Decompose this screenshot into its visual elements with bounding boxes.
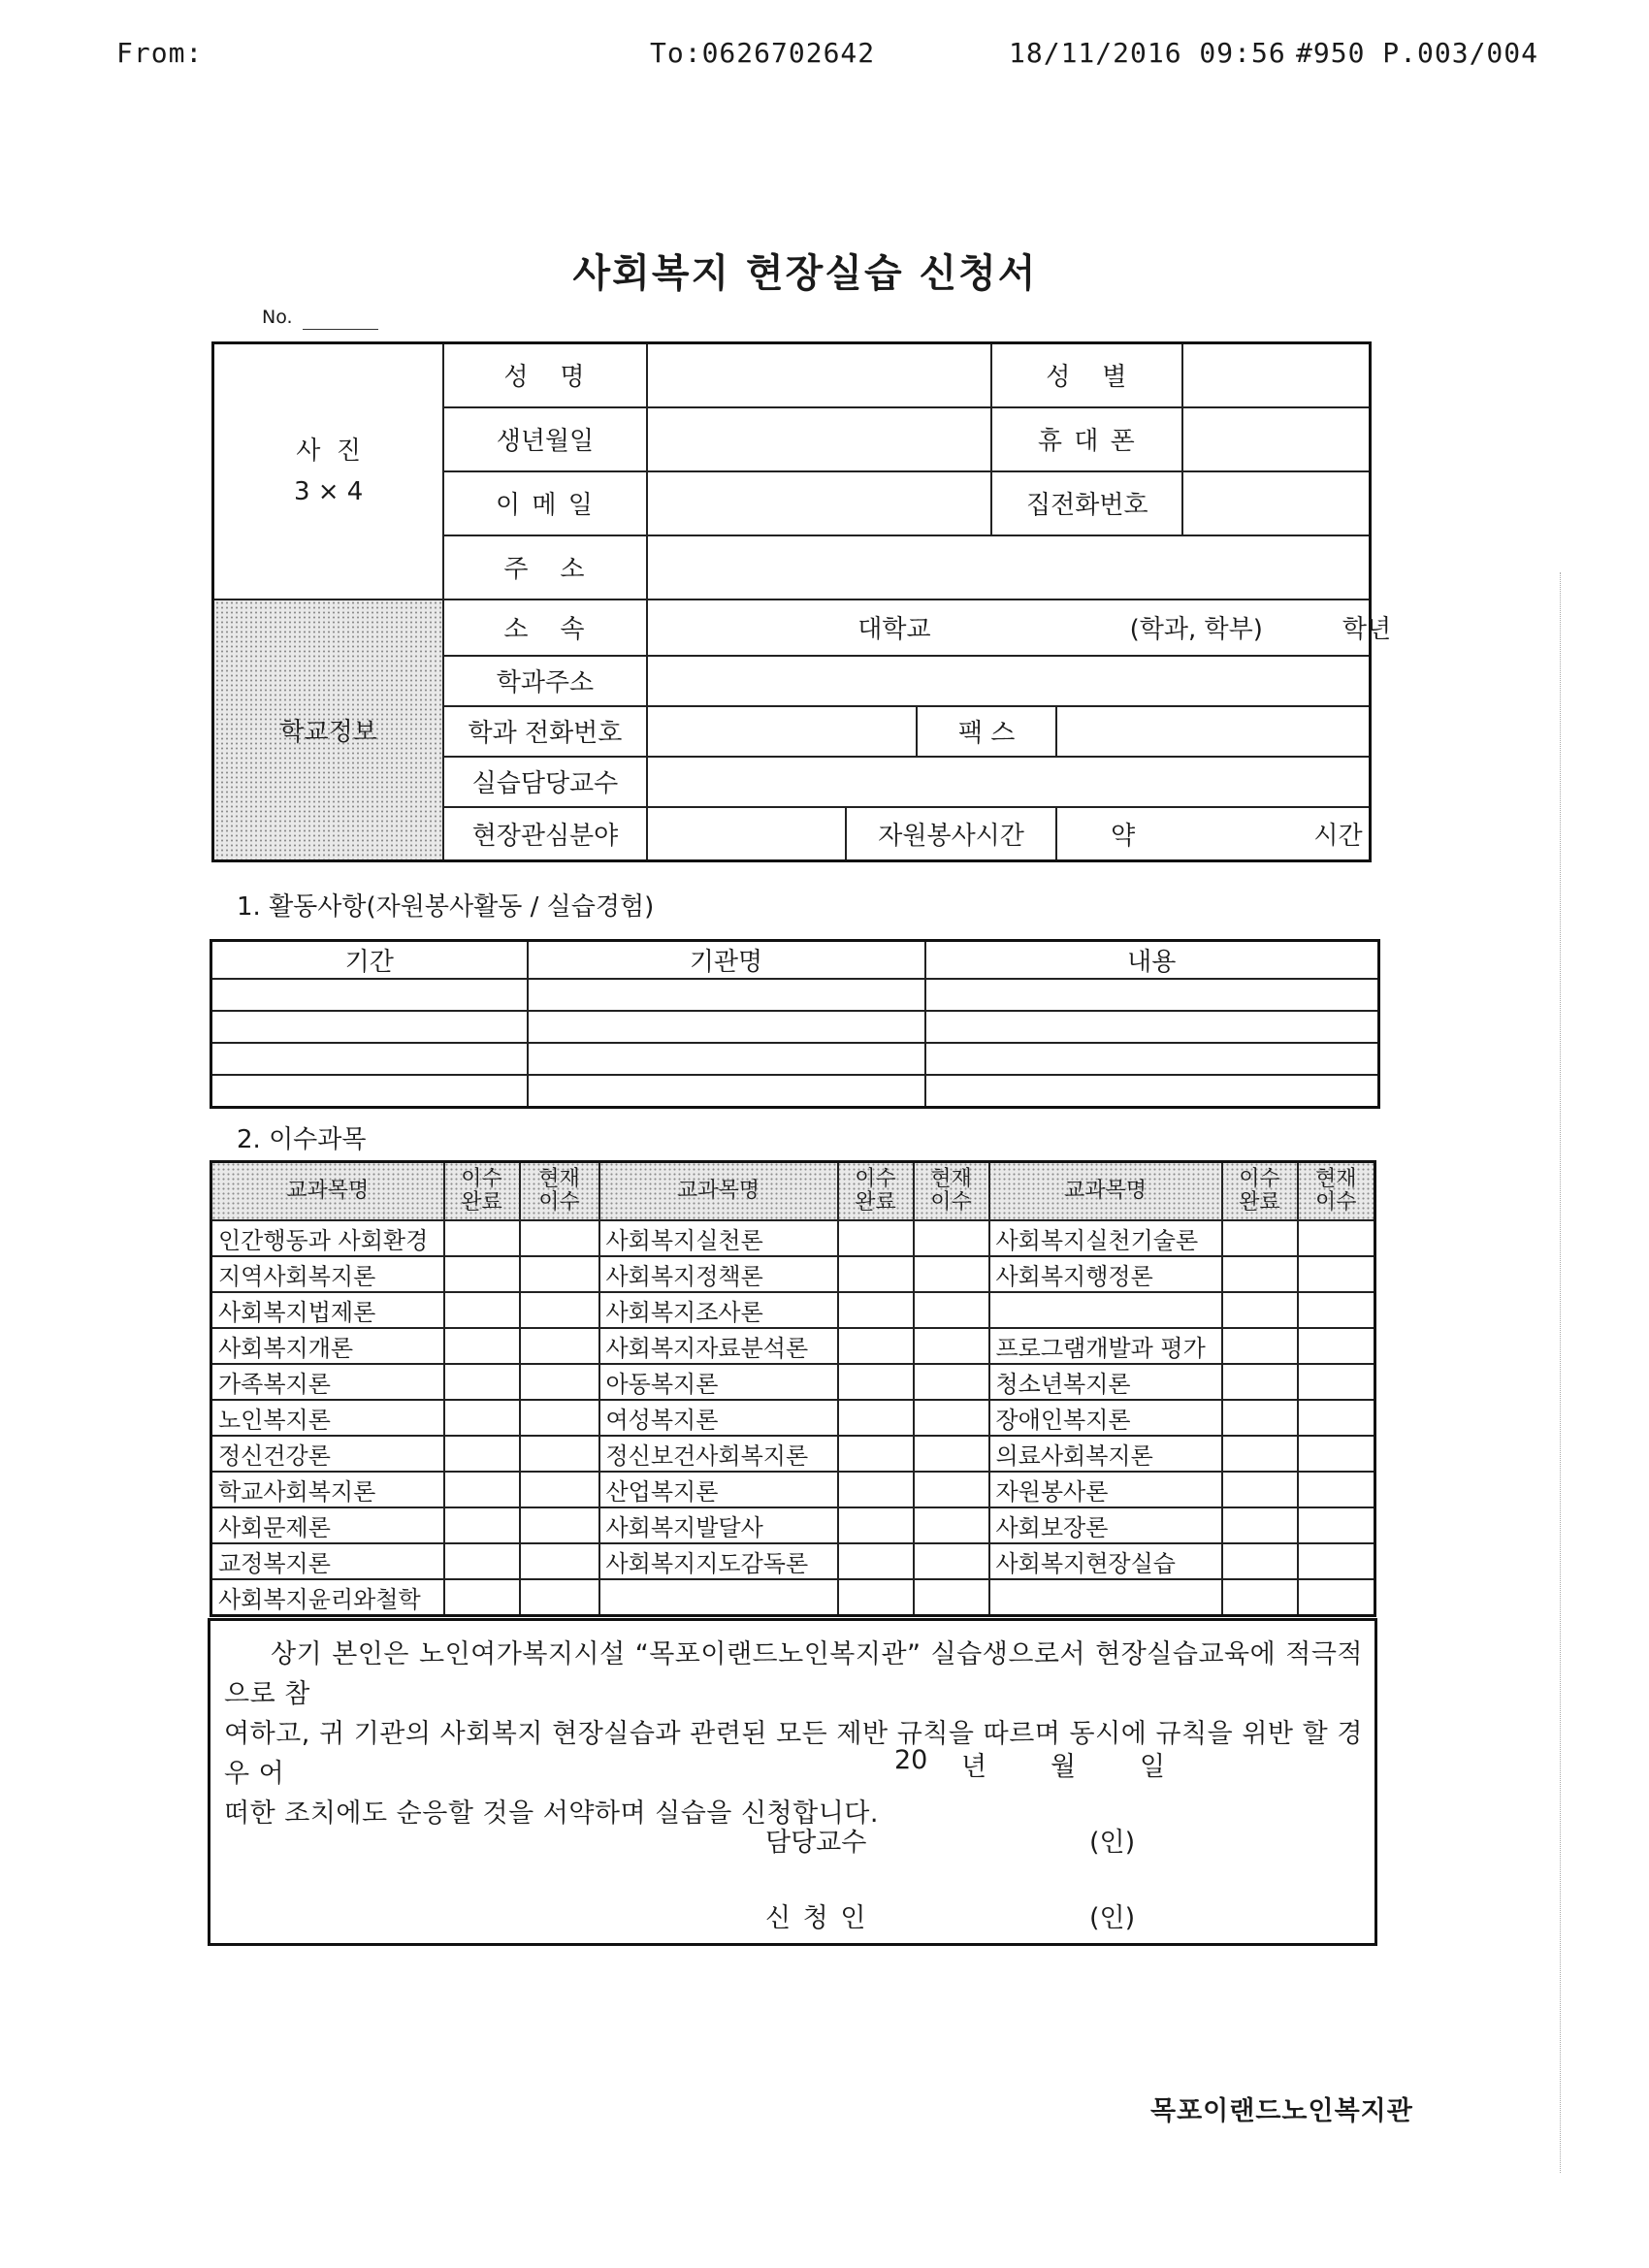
- fax-label: 팩 스: [917, 706, 1056, 757]
- table-row: [211, 1364, 1375, 1400]
- interest-label: 현장관심분야: [443, 807, 646, 861]
- table-row: [211, 1472, 1375, 1507]
- completed-checkbox-cell[interactable]: [1222, 1292, 1298, 1328]
- course-name-cell: 아동복지론: [599, 1364, 838, 1400]
- current-checkbox-cell[interactable]: [914, 1256, 989, 1292]
- current-checkbox-cell[interactable]: [520, 1256, 599, 1292]
- course-header: 교과목명: [989, 1162, 1222, 1220]
- course-name-cell: 사회복지행정론: [989, 1256, 1222, 1292]
- course-name-cell: [989, 1579, 1222, 1616]
- completed-checkbox-cell[interactable]: [444, 1400, 520, 1436]
- section1-title: 1. 활동사항(자원봉사활동 / 실습경험): [237, 892, 655, 922]
- completed-checkbox-cell[interactable]: [444, 1543, 520, 1579]
- completed-checkbox-cell[interactable]: [838, 1328, 914, 1364]
- applicant-label: 신 청 인: [765, 1903, 868, 1933]
- professor-label: 담당교수: [765, 1828, 867, 1858]
- completed-header: 이수 완료: [1222, 1162, 1298, 1220]
- completed-checkbox-cell[interactable]: [838, 1400, 914, 1436]
- completed-checkbox-cell[interactable]: [444, 1507, 520, 1543]
- course-name-cell: 청소년복지론: [989, 1364, 1222, 1400]
- table-row: [211, 1543, 1375, 1579]
- course-name-cell: 사회복지지도감독론: [599, 1543, 838, 1579]
- birth-label: 생년월일: [443, 407, 646, 471]
- supervisor-field[interactable]: [647, 757, 1371, 807]
- photo-label: 사 진: [296, 436, 362, 466]
- activity-org-cell[interactable]: [528, 1075, 925, 1107]
- course-name-cell: 교정복지론: [211, 1543, 444, 1579]
- affiliation-label: 소 속: [443, 599, 646, 656]
- course-name-cell: 사회복지윤리와철학: [211, 1579, 444, 1616]
- completed-checkbox-cell[interactable]: [838, 1220, 914, 1256]
- section2-title: 2. 이수과목: [237, 1125, 367, 1154]
- fax-to: To:0626702642: [650, 37, 876, 69]
- current-checkbox-cell[interactable]: [1298, 1400, 1375, 1436]
- current-checkbox-cell[interactable]: [914, 1507, 989, 1543]
- course-name-cell: 자원봉사론: [989, 1472, 1222, 1507]
- fax-page: #950 P.003/004: [1296, 37, 1539, 69]
- current-checkbox-cell[interactable]: [1298, 1364, 1375, 1400]
- current-checkbox-cell[interactable]: [520, 1364, 599, 1400]
- completed-header: 이수 완료: [444, 1162, 520, 1220]
- course-name-cell: 장애인복지론: [989, 1400, 1222, 1436]
- form-title: 사회복지 현장실습 신청서: [572, 251, 1038, 296]
- address-field[interactable]: [647, 535, 1371, 599]
- fax-datetime: 18/11/2016 09:56: [1009, 37, 1286, 69]
- organization-name: 목포이랜드노인복지관: [1150, 2096, 1413, 2126]
- photo-size: 3 × 4: [293, 476, 364, 506]
- completed-checkbox-cell[interactable]: [1222, 1436, 1298, 1472]
- date-year-label: 년: [961, 1752, 987, 1782]
- completed-checkbox-cell[interactable]: [444, 1256, 520, 1292]
- approx-label: 약: [1111, 821, 1136, 851]
- form-number-label: No.: [262, 307, 293, 328]
- current-checkbox-cell[interactable]: [520, 1292, 599, 1328]
- table-row: [211, 1220, 1375, 1256]
- course-name-cell: 정신건강론: [211, 1436, 444, 1472]
- completed-header: 이수 완료: [838, 1162, 914, 1220]
- current-checkbox-cell[interactable]: [1298, 1220, 1375, 1256]
- completed-checkbox-cell[interactable]: [838, 1543, 914, 1579]
- volunteer-hours-label: 자원봉사시간: [846, 807, 1056, 861]
- course-name-cell: 의료사회복지론: [989, 1436, 1222, 1472]
- current-header: 현재 이수: [1298, 1162, 1375, 1220]
- activity-header-period: 기간: [211, 941, 528, 980]
- school-info-label: 학교정보: [213, 599, 444, 861]
- birth-field[interactable]: [647, 407, 992, 471]
- course-name-cell: 사회복지법제론: [211, 1292, 444, 1328]
- name-label: 성 명: [443, 343, 646, 407]
- current-checkbox-cell[interactable]: [914, 1579, 989, 1616]
- completed-checkbox-cell[interactable]: [444, 1364, 520, 1400]
- completed-checkbox-cell[interactable]: [444, 1579, 520, 1616]
- dept-address-field[interactable]: [647, 656, 1371, 706]
- current-checkbox-cell[interactable]: [914, 1328, 989, 1364]
- activity-org-cell[interactable]: [528, 1043, 925, 1075]
- activity-period-cell[interactable]: [211, 979, 528, 1011]
- current-checkbox-cell[interactable]: [914, 1543, 989, 1579]
- pledge-line: 여하고, 귀 기관의 사회복지 현장실습과 관련된 모든 제반 규칙을 따르며 동시에 규칙을 위반 할 경우 어: [224, 1719, 1363, 1789]
- pledge-text: [224, 1635, 1363, 1833]
- activity-table: [210, 939, 1380, 1109]
- completed-checkbox-cell[interactable]: [838, 1507, 914, 1543]
- fax-field[interactable]: [1056, 706, 1370, 757]
- current-checkbox-cell[interactable]: [914, 1292, 989, 1328]
- address-label: 주 소: [443, 535, 646, 599]
- date-day-label: 일: [1140, 1752, 1166, 1782]
- activity-content-cell[interactable]: [925, 1043, 1379, 1075]
- activity-content-cell[interactable]: [925, 1075, 1379, 1107]
- current-checkbox-cell[interactable]: [914, 1472, 989, 1507]
- completed-checkbox-cell[interactable]: [1222, 1579, 1298, 1616]
- course-name-cell: 가족복지론: [211, 1364, 444, 1400]
- completed-checkbox-cell[interactable]: [838, 1256, 914, 1292]
- current-checkbox-cell[interactable]: [520, 1328, 599, 1364]
- table-row: [211, 1292, 1375, 1328]
- current-header: 현재 이수: [914, 1162, 989, 1220]
- applicant-info-table: [211, 341, 1392, 862]
- date-year: 20: [894, 1745, 928, 1775]
- gender-label: 성 별: [991, 343, 1182, 407]
- course-name-cell: 사회복지정책론: [599, 1256, 838, 1292]
- completed-checkbox-cell[interactable]: [444, 1220, 520, 1256]
- current-checkbox-cell[interactable]: [520, 1543, 599, 1579]
- current-checkbox-cell[interactable]: [1298, 1256, 1375, 1292]
- current-checkbox-cell[interactable]: [1298, 1472, 1375, 1507]
- current-checkbox-cell[interactable]: [1298, 1436, 1375, 1472]
- course-name-cell: 학교사회복지론: [211, 1472, 444, 1507]
- gender-field[interactable]: [1182, 343, 1370, 407]
- photo-box: [213, 343, 444, 599]
- completed-checkbox-cell[interactable]: [1222, 1364, 1298, 1400]
- course-name-cell: 정신보건사회복지론: [599, 1436, 838, 1472]
- dept-phone-label: 학과 전화번호: [443, 706, 646, 757]
- table-row: [211, 1256, 1375, 1292]
- table-row: [211, 1400, 1375, 1436]
- affiliation-field[interactable]: [647, 599, 1392, 656]
- course-name-cell: 사회보장론: [989, 1507, 1222, 1543]
- course-name-cell: 지역사회복지론: [211, 1256, 444, 1292]
- course-name-cell: 사회복지개론: [211, 1328, 444, 1364]
- course-name-cell: 여성복지론: [599, 1400, 838, 1436]
- name-field[interactable]: [647, 343, 992, 407]
- dept-address-label: 학과주소: [443, 656, 646, 706]
- completed-checkbox-cell[interactable]: [1222, 1472, 1298, 1507]
- completed-checkbox-cell[interactable]: [838, 1292, 914, 1328]
- current-checkbox-cell[interactable]: [520, 1436, 599, 1472]
- course-header: 교과목명: [211, 1162, 444, 1220]
- completed-checkbox-cell[interactable]: [1222, 1328, 1298, 1364]
- course-name-cell: 사회문제론: [211, 1507, 444, 1543]
- current-checkbox-cell[interactable]: [914, 1364, 989, 1400]
- applicant-seal[interactable]: (인): [1089, 1903, 1136, 1933]
- completed-checkbox-cell[interactable]: [444, 1328, 520, 1364]
- activity-header-org: 기관명: [528, 941, 925, 980]
- email-label: 이 메 일: [443, 471, 646, 535]
- course-name-cell: [599, 1579, 838, 1616]
- current-checkbox-cell[interactable]: [914, 1436, 989, 1472]
- table-row: [211, 1436, 1375, 1472]
- scan-edge: [1560, 572, 1561, 2173]
- supervisor-label: 실습담당교수: [443, 757, 646, 807]
- activity-header-content: 내용: [925, 941, 1379, 980]
- fax-from: From:: [116, 37, 204, 69]
- completed-checkbox-cell[interactable]: [838, 1364, 914, 1400]
- current-checkbox-cell[interactable]: [520, 1400, 599, 1436]
- professor-seal[interactable]: (인): [1089, 1828, 1136, 1858]
- mobile-field[interactable]: [1182, 407, 1370, 471]
- current-checkbox-cell[interactable]: [520, 1579, 599, 1616]
- course-name-cell: 사회복지자료분석론: [599, 1328, 838, 1364]
- table-row: [211, 1328, 1375, 1364]
- course-name-cell: 사회복지실천론: [599, 1220, 838, 1256]
- current-checkbox-cell[interactable]: [520, 1472, 599, 1507]
- dept-phone-field[interactable]: [647, 706, 917, 757]
- current-checkbox-cell[interactable]: [520, 1220, 599, 1256]
- completed-checkbox-cell[interactable]: [1222, 1400, 1298, 1436]
- completed-checkbox-cell[interactable]: [444, 1472, 520, 1507]
- course-rows: [211, 1220, 1375, 1616]
- activity-period-cell[interactable]: [211, 1043, 528, 1075]
- course-name-cell: 사회복지조사론: [599, 1292, 838, 1328]
- pledge-box: [208, 1618, 1377, 1946]
- course-name-cell: 인간행동과 사회환경: [211, 1220, 444, 1256]
- current-checkbox-cell[interactable]: [1298, 1507, 1375, 1543]
- pledge-line: 상기 본인은 노인여가복지시설 “목포이랜드노인복지관” 실습생으로서 현장실습교육에 적극적으로 참: [224, 1639, 1363, 1709]
- current-checkbox-cell[interactable]: [914, 1220, 989, 1256]
- current-header: 현재 이수: [520, 1162, 599, 1220]
- activity-org-cell[interactable]: [528, 1011, 925, 1043]
- form-number-field[interactable]: [303, 329, 378, 330]
- completed-checkbox-cell[interactable]: [444, 1292, 520, 1328]
- email-field[interactable]: [647, 471, 992, 535]
- mobile-label: 휴 대 폰: [991, 407, 1182, 471]
- interest-field[interactable]: [647, 807, 846, 861]
- current-checkbox-cell[interactable]: [520, 1507, 599, 1543]
- course-name-cell: 사회복지현장실습: [989, 1543, 1222, 1579]
- activity-org-cell[interactable]: [528, 979, 925, 1011]
- home-phone-field[interactable]: [1182, 471, 1370, 535]
- date-month-label: 월: [1051, 1752, 1077, 1782]
- completed-checkbox-cell[interactable]: [1222, 1220, 1298, 1256]
- volunteer-hours-field[interactable]: [1056, 807, 1370, 861]
- current-checkbox-cell[interactable]: [1298, 1328, 1375, 1364]
- completed-checkbox-cell[interactable]: [838, 1472, 914, 1507]
- activity-content-cell[interactable]: [925, 979, 1379, 1011]
- current-checkbox-cell[interactable]: [1298, 1543, 1375, 1579]
- table-row: [211, 1507, 1375, 1543]
- completed-checkbox-cell[interactable]: [1222, 1256, 1298, 1292]
- course-name-cell: 프로그램개발과 평가: [989, 1328, 1222, 1364]
- completed-checkbox-cell[interactable]: [838, 1436, 914, 1472]
- current-checkbox-cell[interactable]: [914, 1400, 989, 1436]
- course-name-cell: 사회복지발달사: [599, 1507, 838, 1543]
- course-name-cell: 산업복지론: [599, 1472, 838, 1507]
- completed-checkbox-cell[interactable]: [1222, 1543, 1298, 1579]
- pledge-line: 떠한 조치에도 순응할 것을 서약하며 실습을 신청합니다.: [224, 1798, 879, 1829]
- current-checkbox-cell[interactable]: [1298, 1292, 1375, 1328]
- completed-checkbox-cell[interactable]: [838, 1579, 914, 1616]
- hours-label: 시간: [1313, 821, 1363, 851]
- activity-content-cell[interactable]: [925, 1011, 1379, 1043]
- university-label: 대학교: [857, 615, 931, 644]
- activity-period-cell[interactable]: [211, 1075, 528, 1107]
- completed-checkbox-cell[interactable]: [1222, 1507, 1298, 1543]
- courses-table: [210, 1160, 1376, 1617]
- department-label: (학과, 학부): [1129, 615, 1263, 644]
- home-phone-label: 집전화번호: [991, 471, 1182, 535]
- table-row: [211, 1579, 1375, 1616]
- course-name-cell: 노인복지론: [211, 1400, 444, 1436]
- course-name-cell: 사회복지실천기술론: [989, 1220, 1222, 1256]
- completed-checkbox-cell[interactable]: [444, 1436, 520, 1472]
- activity-period-cell[interactable]: [211, 1011, 528, 1043]
- course-header: 교과목명: [599, 1162, 838, 1220]
- grade-label: 학년: [1342, 615, 1392, 644]
- course-name-cell: [989, 1292, 1222, 1328]
- current-checkbox-cell[interactable]: [1298, 1579, 1375, 1616]
